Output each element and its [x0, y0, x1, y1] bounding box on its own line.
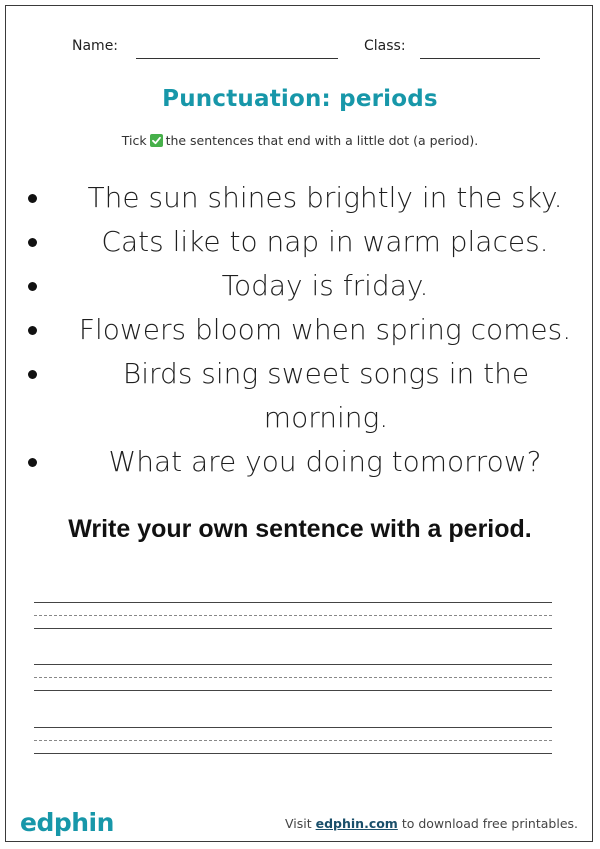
writing-top-line	[34, 664, 552, 665]
list-item[interactable]	[22, 352, 590, 440]
write-heading: Write your own sentence with a period.	[68, 515, 532, 543]
sentence-text: Cats like to nap in warm places.	[101, 225, 549, 258]
instruction-text	[0, 133, 600, 148]
sentence-text: Birds sing sweet songs in the morning.	[122, 357, 530, 434]
bullet-icon	[28, 238, 37, 247]
writing-top-line	[34, 602, 552, 603]
footer-after-link: to download free printables.	[401, 816, 578, 831]
class-label: Class:	[364, 38, 406, 54]
list-item[interactable]	[22, 264, 590, 308]
sentence-list	[22, 176, 590, 484]
writing-mid-line	[34, 677, 552, 678]
green-check-icon	[150, 134, 163, 147]
bullet-icon	[28, 458, 37, 467]
instruction-after: the sentences that end with a little dot (a period).	[165, 133, 479, 148]
list-item[interactable]	[22, 220, 590, 264]
list-item[interactable]	[22, 176, 590, 220]
bullet-icon	[28, 370, 37, 379]
edphin-logo: edphin	[20, 808, 114, 837]
footer-visit: Visit	[284, 816, 312, 831]
name-label: Name:	[72, 38, 119, 54]
writing-mid-line	[34, 740, 552, 741]
sentence-text: Flowers bloom when spring comes.	[78, 313, 572, 346]
class-field-line[interactable]	[420, 58, 540, 59]
name-field-line[interactable]	[136, 58, 338, 59]
writing-top-line	[34, 727, 552, 728]
footer-link[interactable]: edphin.com	[315, 816, 398, 831]
list-item[interactable]	[22, 440, 590, 484]
list-item[interactable]	[22, 308, 590, 352]
sentence-text: The sun shines brightly in the sky.	[87, 181, 563, 214]
page-title: Punctuation: periods	[162, 86, 438, 112]
bullet-icon	[28, 326, 37, 335]
sentence-text: What are you doing tomorrow?	[108, 445, 542, 478]
header-row	[0, 38, 600, 64]
writing-base-line	[34, 690, 552, 691]
writing-base-line	[34, 628, 552, 629]
writing-base-line	[34, 753, 552, 754]
footer-text	[285, 816, 578, 831]
bullet-icon	[28, 194, 37, 203]
writing-mid-line	[34, 615, 552, 616]
bullet-icon	[28, 282, 37, 291]
sentence-text: Today is friday.	[221, 269, 429, 302]
instruction-before: Tick	[121, 133, 147, 148]
